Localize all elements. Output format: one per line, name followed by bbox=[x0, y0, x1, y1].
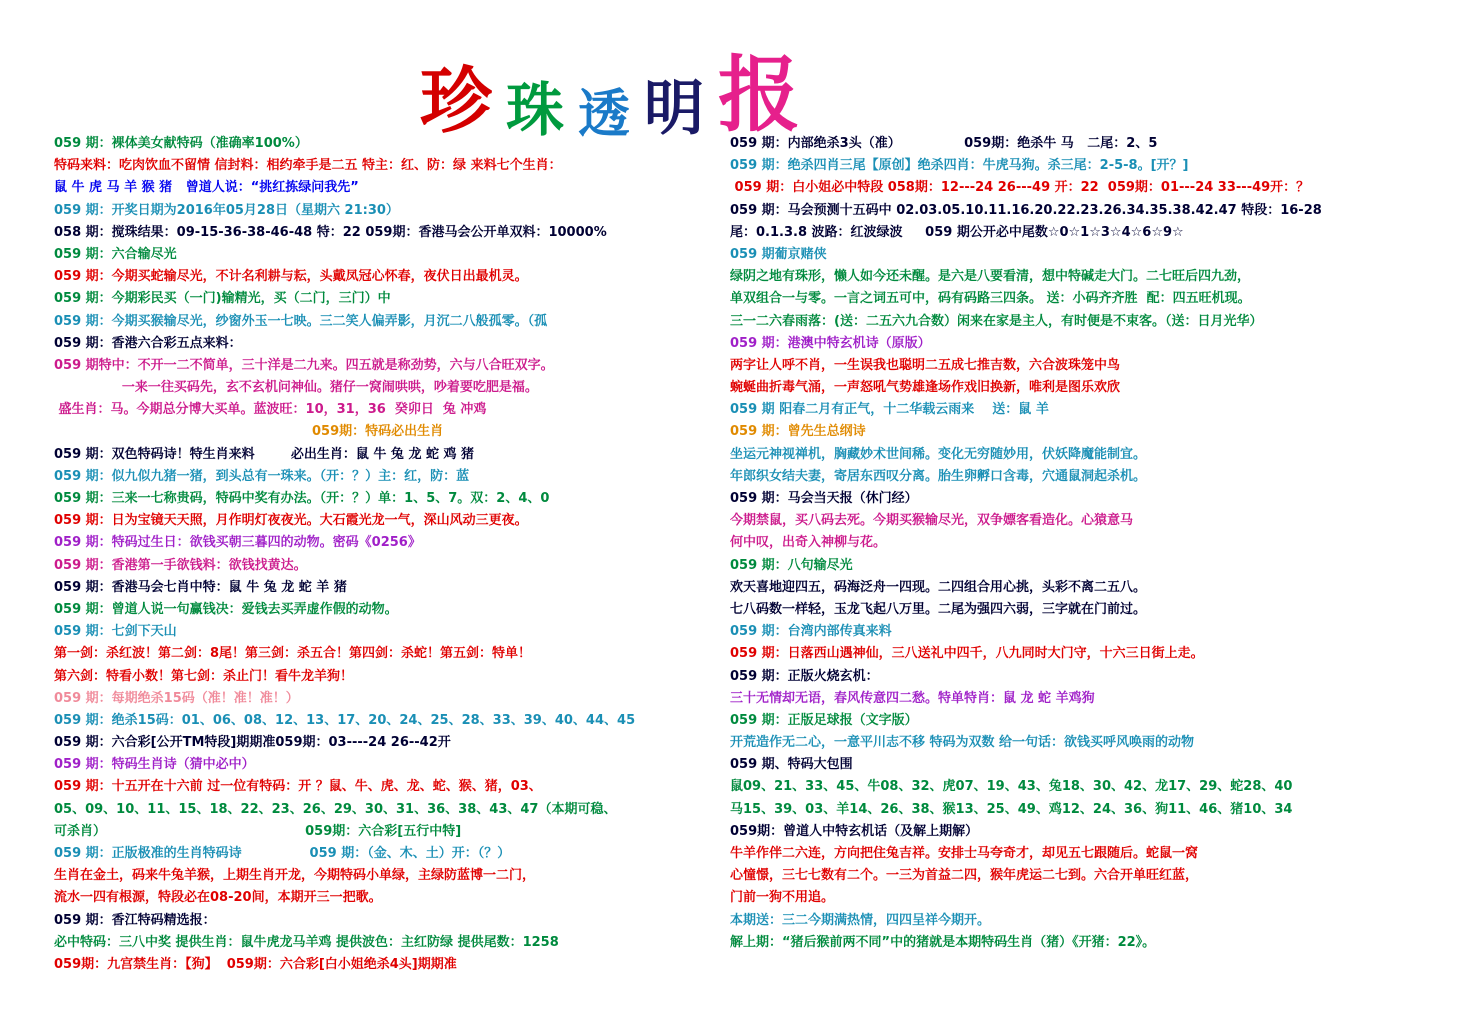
text-line: 059期：特码必出生肖 bbox=[54, 424, 444, 440]
text-line: 059 期：正版极准的生肖特码诗 059 期：（金、木、土）开：（？） bbox=[54, 846, 511, 861]
text-line: 059 期：今期买蛇输尽光，不计名利耕与耘，头戴凤冠心怀春，夜伏日出最机灵。 bbox=[54, 269, 528, 285]
title-char: 明 bbox=[644, 74, 705, 144]
text-line: 坐运元神视禅机，胸藏妙术世间稀。变化无穷随妙用，伏妖降魔能制宜。 bbox=[730, 446, 1147, 462]
text-line: 何中叹，出奇入神柳与花。 bbox=[730, 535, 887, 551]
text-line: 必中特码：三八中奖 提供生肖：鼠牛虎龙马羊鸡 提供波色：主红防绿 提供尾数：1258 bbox=[54, 934, 559, 950]
text-line: 鼠09、21、33、45、牛08、32、虎07、19、43、兔18、30、42、龙17、29、蛇28、40 bbox=[730, 779, 1293, 795]
text-line: 059 期葡京赌侠 bbox=[730, 246, 827, 262]
title-char: 报 bbox=[718, 47, 801, 143]
text-line: 059 期：内部绝杀3头（准） 059期：绝杀牛 马 二尾：2、5 bbox=[730, 136, 1158, 151]
text-line: 059 期：马会预测十五码中 02.03.05.10.11.16.20.22.23.26.34.35.38.42.47 特段：16-28 bbox=[730, 202, 1322, 218]
text-line: 059 期：六合彩[公开TM特段]期期准059期：03----24 26--42开 bbox=[54, 735, 451, 751]
text-line: 059 期：白小姐必中特段 058期：12---24 26---49 开：22 059期：01---24 33---49开：？ bbox=[730, 180, 1310, 196]
title-char: 透 bbox=[578, 84, 631, 145]
text-line: 059 期：双色特码诗！特生肖来料 必出生肖：鼠 牛 兔 龙 蛇 鸡 猪 bbox=[54, 446, 475, 462]
text-line: 鼠 牛 虎 马 羊 猴 猪 曾道人说：“挑红拣绿问我先” bbox=[54, 180, 359, 196]
title-char: 珠 bbox=[506, 76, 565, 144]
text-line: 059 期：正版足球报（文字版） bbox=[730, 712, 918, 728]
text-line: 059 期：曾先生总纲诗 bbox=[730, 424, 866, 440]
right-column bbox=[730, 133, 1410, 954]
text-line: 可杀肖） 059期：六合彩[五行中特] bbox=[54, 823, 462, 839]
text-line: 生肖在金土，码来牛兔羊猴，上期生肖开龙，今期特码小单绿，主绿防蓝博一二门， bbox=[54, 868, 536, 884]
text-line: 059 期：绝杀15码：01、06、08、12、13、17、20、24、25、28、33、39、40、44、45 bbox=[54, 712, 636, 728]
text-line: 心憧憬，三七七数有二个。一三为首益二四，猴年虎运二七到。六合开单旺红蓝， bbox=[730, 868, 1199, 884]
text-line: 第一剑：杀红波！第二剑：8尾！第三剑：杀五合！第四剑：杀蛇！第五剑：特单！ bbox=[54, 646, 532, 662]
text-line: 盛生肖：马。今期总分博大买单。蓝波旺：10，31，36 癸卯日 兔 冲鸡 bbox=[54, 402, 487, 418]
text-line: 解上期：“猪后猴前两不同”中的猪就是本期特码生肖（猪）《开猪：22》。 bbox=[730, 934, 1156, 950]
text-line: 059 期：今期彩民买（一门)输精光，买（二门，三门）中 bbox=[54, 291, 391, 307]
text-line: 059 期、特码大包围 bbox=[730, 757, 853, 773]
text-line: 059期：曾道人中特玄机话（及解上期解） bbox=[730, 823, 979, 839]
text-line: 059 期：绝杀四肖三尾【原创】绝杀四肖：牛虎马狗。杀三尾：2-5-8。[开？] bbox=[730, 158, 1189, 174]
text-line: 059 期：三来一七称贵码，特码中奖有办法。（开：？）单：1、5、7。双：2、4、0 bbox=[54, 491, 550, 506]
text-line: 059 期：七剑下天山 bbox=[54, 624, 177, 640]
text-line: 牛羊作伴二六连，方向把住兔吉祥。安排士马夸奇才，却见五七跟随后。蛇鼠一窝 bbox=[730, 846, 1199, 861]
text-line: 年郎织女结夫妻，寄居东西叹分离。胎生卵孵口含毒，穴通鼠洞起杀机。 bbox=[730, 468, 1147, 484]
text-line: 开荒造作无二心，一意平川志不移 特码为双数 给一句话：欲钱买呼风唤雨的动物 bbox=[730, 735, 1195, 751]
text-line: 一来一往买码先，玄不玄机问神仙。猪仔一窝闹哄哄，吵着要吃肥是福。 bbox=[54, 380, 538, 396]
text-line: 059 期：日落西山遇神仙，三八送礼中四千，八九同时大门守，十六三日街上走。 bbox=[730, 646, 1204, 662]
text-line: 059 期：日为宝镜天天照，月作明灯夜夜光。大石霞光龙一气，深山风动三更夜。 bbox=[54, 513, 528, 529]
newspaper-title bbox=[420, 30, 814, 145]
text-line: 059 期：八句输尽光 bbox=[730, 557, 853, 573]
text-line: 蜿蜒曲折毒气涌，一声怒吼气势雄逢场作戏旧换新，唯利是图乐欢欣 bbox=[730, 380, 1121, 396]
text-line: 第六剑：特看小数！第七剑：杀止门！看牛龙羊狗！ bbox=[54, 668, 354, 684]
text-line: 本期送：三二今期满热情，四四呈祥今期开。 bbox=[730, 912, 991, 928]
text-line: 三一二六春雨落：(送：二五六九合数）闲来在家是主人，有时便是不束客。（送：日月光华） bbox=[730, 313, 1263, 329]
text-line: 059 期：每期绝杀15码（准！准！准！） bbox=[54, 690, 299, 706]
text-line: 059 期：香港第一手欲钱料：欲钱找黄达。 bbox=[54, 557, 307, 573]
text-line: 两字让人呼不肖，一生误我也聪明二五成七推吉数，六合波珠笼中鸟 bbox=[730, 357, 1121, 373]
text-line: 绿阴之地有珠形，懒人如今还未醒。是六是八要看清，想中特碱走大门。二七旺后四九劲， bbox=[730, 269, 1251, 285]
text-line: 059 期特中：不开一二不简单，三十洋是二九来。四五就是称劲势，六与八合旺双字。 bbox=[54, 357, 554, 373]
text-line: 059 期：今期买猴输尽光，纱窗外玉一七映。三二笑人偏弄影，月沉二八般孤零。（孤 bbox=[54, 313, 548, 329]
text-line: 059 期：十五开在十六前 过一位有特码：开 ？鼠、牛、虎、龙、蛇、猴、猪，03、 bbox=[54, 779, 542, 795]
title-char: 珍 bbox=[420, 58, 493, 143]
text-line: 059 期：香港六合彩五点来料： bbox=[54, 335, 242, 351]
left-column bbox=[54, 133, 704, 976]
text-line: 门前一狗不用追。 bbox=[730, 890, 835, 906]
text-line: 059 期：台湾内部传真来料 bbox=[730, 624, 892, 640]
text-line: 059 期：香港马会七肖中特：鼠 牛 兔 龙 蛇 羊 猪 bbox=[54, 579, 347, 595]
text-line: 尾：0.1.3.8 波路：红波绿波 059 期公开必中尾数☆0☆1☆3☆4☆6☆9☆ bbox=[730, 224, 1184, 240]
text-line: 七八码数一样轻，玉龙飞起八万里。二尾为强四六弱，三字就在门前过。 bbox=[730, 601, 1147, 617]
text-line: 059 期：港澳中特玄机诗（原版） bbox=[730, 335, 931, 351]
text-line: 059 期：开奖日期为2016年05月28日（星期六 21:30） bbox=[54, 202, 399, 218]
text-line: 059 期：裸体美女献特码（准确率100%） bbox=[54, 136, 308, 151]
text-line: 059 期：特码过生日：欲钱买朝三暮四的动物。密码《0256》 bbox=[54, 535, 421, 551]
text-line: 马15、39、03、羊14、26、38、猴13、25、49、鸡12、24、36、狗11、46、猪10、34 bbox=[730, 801, 1293, 817]
text-line: 059 期：曾道人说一句赢钱决：爱钱去买弄虚作假的动物。 bbox=[54, 601, 398, 617]
text-line: 059 期：马会当天报（休门经） bbox=[730, 491, 918, 506]
text-line: 059期：九宫禁生肖：【狗】 059期：六合彩[白小姐绝杀4头]期期准 bbox=[54, 956, 457, 972]
text-line: 059 期：六合输尽光 bbox=[54, 246, 177, 262]
text-line: 059 期：特码生肖诗（猜中必中） bbox=[54, 757, 255, 773]
text-line: 单双组合一与零。一言之词五可中，码有码路三四条。 送：小码齐齐胜 配：四五旺机现。 bbox=[730, 291, 1251, 307]
text-line: 059 期 阳春二月有正气，十二华载云雨来 送：鼠 羊 bbox=[730, 402, 1049, 418]
text-line: 欢天喜地迎四五，码海泛舟一四现。二四组合用心挑，头彩不离二五八。 bbox=[730, 579, 1147, 595]
text-line: 今期禁鼠，买八码去死。今期买猴输尽光，双争嫖客看造化。心猿意马 bbox=[730, 513, 1134, 529]
text-line: 05、09、10、11、15、18、22、23、26、29、30、31、36、38、43、47（本期可稳、 bbox=[54, 801, 617, 817]
text-line: 流水一四有根源，特段必在08-20间，本期开三一把歌。 bbox=[54, 890, 382, 906]
text-line: 三十无情却无语，春风传意四二愁。特单特肖：鼠 龙 蛇 羊鸡狗 bbox=[730, 690, 1095, 706]
text-line: 059 期：正版火烧玄机： bbox=[730, 668, 879, 684]
text-line: 059 期：似九似九猪一猪，到头总有一珠来。（开：？）主：红，防：蓝 bbox=[54, 468, 470, 484]
text-line: 特码来料：吃肉饮血不留情 信封料：相约牵手是二五 特主：红、防：绿 来料七个生肖： bbox=[54, 158, 562, 174]
text-line: 058 期：搅珠结果：09-15-36-38-46-48 特：22 059期：香港马会公开单双料：10000% bbox=[54, 224, 607, 240]
text-line: 059 期：香江特码精选报： bbox=[54, 912, 216, 928]
